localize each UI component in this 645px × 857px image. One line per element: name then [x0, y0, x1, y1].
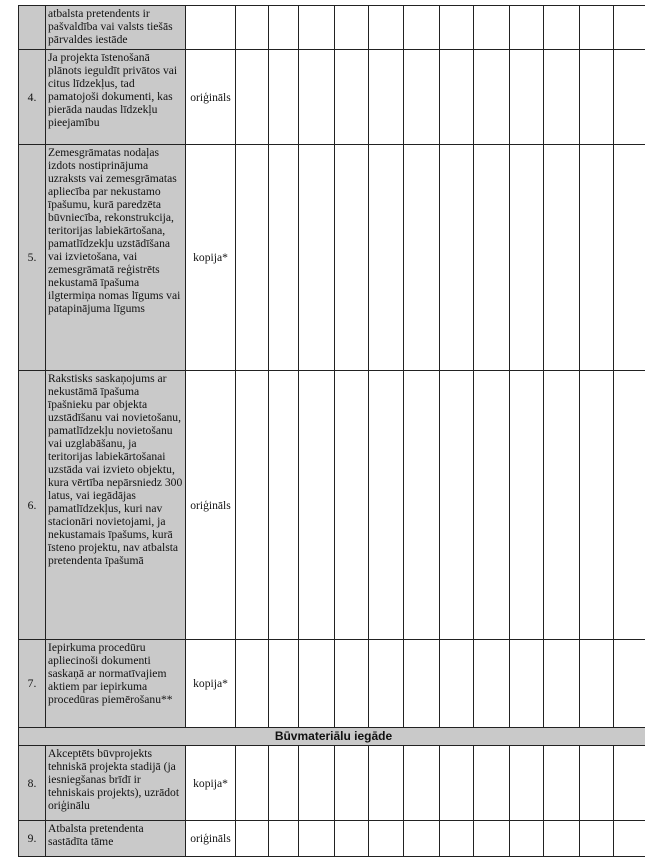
- row-number: 7.: [19, 640, 46, 728]
- empty-cell: [614, 6, 645, 50]
- empty-cell: [580, 640, 614, 728]
- empty-cell: [544, 821, 580, 857]
- row-number: 8.: [19, 746, 46, 821]
- empty-cell: [544, 50, 580, 145]
- empty-cell: [299, 371, 335, 640]
- empty-cell: [510, 6, 544, 50]
- empty-cell: [269, 145, 299, 371]
- empty-cell: [440, 821, 474, 857]
- document-description: Ja projekta īstenošanā plānots ieguldīt privātos vai citus līdzekļus, tad pamatojoši dokumenti, kas pierāda naudas līdzekļu pieejamību: [46, 50, 186, 145]
- empty-cell: [236, 821, 269, 857]
- empty-cell: [335, 50, 369, 145]
- empty-cell: [544, 6, 580, 50]
- row-number: 5.: [19, 145, 46, 371]
- empty-cell: [474, 640, 510, 728]
- empty-cell: [404, 640, 440, 728]
- table-row: [19, 371, 645, 640]
- empty-cell: [510, 145, 544, 371]
- row-number: 4.: [19, 50, 46, 145]
- document-table: [18, 5, 645, 857]
- empty-cell: [440, 6, 474, 50]
- empty-cell: [269, 371, 299, 640]
- document-description: Akceptēts būvprojekts tehniskā projekta stadijā (ja iesniegšanas brīdī ir tehniskais projekts), uzrādot oriģinālu: [46, 746, 186, 821]
- empty-cell: [269, 6, 299, 50]
- empty-cell: [269, 640, 299, 728]
- document-description: Rakstisks saskaņojums ar nekustāmā īpašuma īpašnieku par objekta uzstādīšanu vai novietošanu, pamatlīdzekļu novietošanu vai uzglabāšanu, ja teritorijas labiekārtošanai uzstāda vai izvieto objektu, kura vērtība nepārsniedz 300 latus, vai iegādājas pamatlīdzekļus, kuri nav stacionāri novietojami, ja nekustamais īpašums, kurā īsteno projektu, nav atbalsta pretendenta īpašumā: [46, 371, 186, 640]
- table-row: [19, 6, 645, 50]
- table-row: [19, 821, 645, 857]
- empty-cell: [236, 50, 269, 145]
- empty-cell: [369, 6, 404, 50]
- empty-cell: [510, 371, 544, 640]
- empty-cell: [369, 145, 404, 371]
- empty-cell: [474, 145, 510, 371]
- empty-cell: [544, 371, 580, 640]
- empty-cell: [269, 50, 299, 145]
- empty-cell: [474, 821, 510, 857]
- empty-cell: [474, 6, 510, 50]
- empty-cell: [335, 746, 369, 821]
- document-description: Atbalsta pretendenta sastādīta tāme: [46, 821, 186, 857]
- empty-cell: [299, 746, 335, 821]
- empty-cell: [510, 746, 544, 821]
- table-row: [19, 640, 645, 728]
- empty-cell: [580, 371, 614, 640]
- empty-cell: [369, 50, 404, 145]
- empty-cell: [369, 746, 404, 821]
- empty-cell: [544, 640, 580, 728]
- empty-cell: [580, 746, 614, 821]
- document-type: oriģināls: [186, 371, 236, 640]
- empty-cell: [335, 145, 369, 371]
- section-header-row: [19, 728, 645, 746]
- empty-cell: [369, 821, 404, 857]
- document-description: Zemesgrāmatas nodaļas izdots nostiprinājuma uzraksts vai zemesgrāmatas apliecība par nekustamo īpašumu, kurā paredzēta būvniecība, rekonstrukcija, teritorijas labiekārtošana, pamatlīdzekļu uzstādīšana vai izvietošana, vai zemesgrāmatā reģistrēts nekustamā īpašuma ilgtermiņa nomas līgums vai patapinājuma līgums: [46, 145, 186, 371]
- row-number: [19, 6, 46, 50]
- section-title: Būvmateriālu iegāde: [19, 728, 645, 746]
- empty-cell: [510, 50, 544, 145]
- empty-cell: [335, 821, 369, 857]
- document-description: Iepirkuma procedūru apliecinoši dokumenti saskaņā ar normatīvajiem aktiem par iepirkuma procedūras piemērošanu**: [46, 640, 186, 728]
- empty-cell: [269, 746, 299, 821]
- empty-cell: [614, 145, 645, 371]
- empty-cell: [474, 371, 510, 640]
- empty-cell: [335, 371, 369, 640]
- empty-cell: [404, 50, 440, 145]
- empty-cell: [404, 821, 440, 857]
- document-type: [186, 6, 236, 50]
- empty-cell: [474, 50, 510, 145]
- empty-cell: [269, 821, 299, 857]
- document-type: kopija*: [186, 640, 236, 728]
- document-type: oriģināls: [186, 821, 236, 857]
- empty-cell: [580, 145, 614, 371]
- empty-cell: [236, 145, 269, 371]
- empty-cell: [299, 640, 335, 728]
- empty-cell: [474, 746, 510, 821]
- empty-cell: [369, 640, 404, 728]
- empty-cell: [544, 746, 580, 821]
- empty-cell: [580, 821, 614, 857]
- table-row: [19, 145, 645, 371]
- empty-cell: [440, 371, 474, 640]
- empty-cell: [404, 6, 440, 50]
- empty-cell: [236, 6, 269, 50]
- empty-cell: [404, 145, 440, 371]
- row-number: 9.: [19, 821, 46, 857]
- empty-cell: [335, 640, 369, 728]
- empty-cell: [580, 6, 614, 50]
- empty-cell: [544, 145, 580, 371]
- empty-cell: [299, 50, 335, 145]
- empty-cell: [440, 746, 474, 821]
- document-description: atbalsta pretendents ir pašvaldība vai valsts tiešās pārvaldes iestāde: [46, 6, 186, 50]
- table-row: [19, 746, 645, 821]
- empty-cell: [335, 6, 369, 50]
- empty-cell: [236, 746, 269, 821]
- empty-cell: [299, 145, 335, 371]
- empty-cell: [614, 746, 645, 821]
- empty-cell: [404, 371, 440, 640]
- empty-cell: [614, 821, 645, 857]
- table-row: [19, 50, 645, 145]
- empty-cell: [369, 371, 404, 640]
- empty-cell: [440, 640, 474, 728]
- empty-cell: [510, 640, 544, 728]
- empty-cell: [580, 50, 614, 145]
- empty-cell: [299, 821, 335, 857]
- empty-cell: [404, 746, 440, 821]
- empty-cell: [236, 640, 269, 728]
- empty-cell: [440, 145, 474, 371]
- empty-cell: [440, 50, 474, 145]
- empty-cell: [510, 821, 544, 857]
- document-type: kopija*: [186, 145, 236, 371]
- empty-cell: [614, 640, 645, 728]
- empty-cell: [299, 6, 335, 50]
- empty-cell: [236, 371, 269, 640]
- table-body: [19, 6, 645, 857]
- document-type: oriģināls: [186, 50, 236, 145]
- empty-cell: [614, 371, 645, 640]
- document-type: kopija*: [186, 746, 236, 821]
- row-number: 6.: [19, 371, 46, 640]
- empty-cell: [614, 50, 645, 145]
